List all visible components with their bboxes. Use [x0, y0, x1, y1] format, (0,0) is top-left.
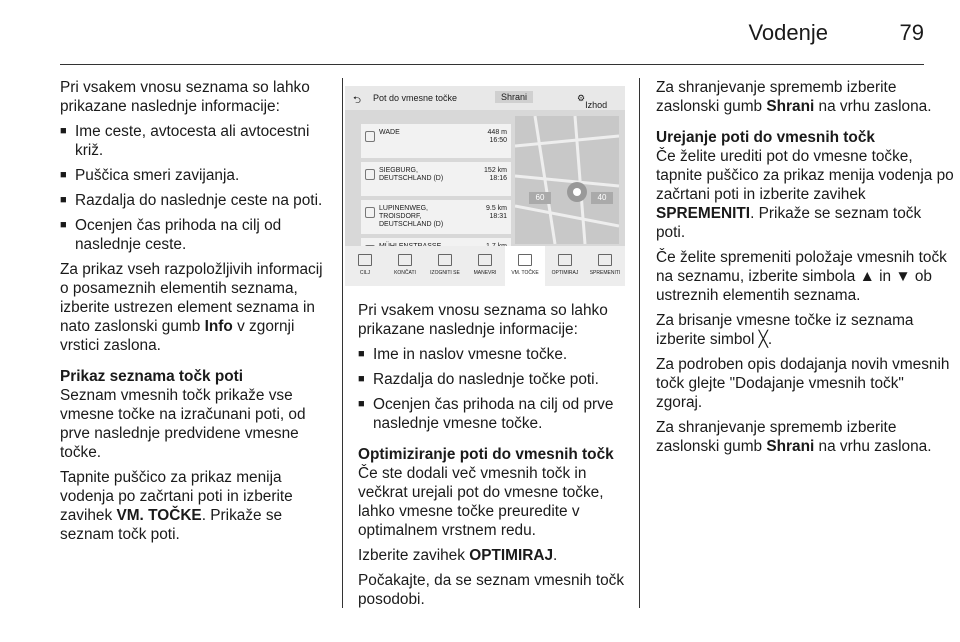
optimise-icon	[558, 254, 572, 266]
row-time: 16:50	[489, 137, 507, 144]
row-name: SIEGBURG, DEUTSCHLAND (D)	[379, 167, 444, 182]
section-heading: Optimiziranje poti do vmesnih točk	[358, 446, 614, 463]
tab-bar	[345, 246, 625, 286]
text: Za shranjevanje sprememb izberite zaslonski gumb	[656, 79, 897, 115]
row-name: WADE	[379, 129, 400, 136]
paragraph: Če ste dodali več vmesnih točk in večkrat urejali pot do vmesne točke, lahko vmesne točke preuredite v optimalnem vrstnem redu.	[358, 465, 604, 539]
map-label: 60	[529, 192, 551, 204]
paragraph: Za podroben opis dodajanja novih vmesnih točk glejte "Dodajanje vmesnih točk" zgoraj.	[656, 356, 950, 411]
paragraph: Seznam vmesnih točk prikaže vse vmesne točke na izračunani poti, od prve naslednje predvidene vmesne točke.	[60, 387, 306, 461]
text: na vrhu zaslona.	[814, 98, 932, 115]
map-label: 40	[591, 192, 613, 204]
tab-vm-tocke	[505, 246, 545, 286]
list-item	[361, 200, 511, 234]
row-info	[488, 129, 507, 145]
column-1	[60, 78, 328, 550]
tab-label: MANEVRI	[473, 270, 497, 276]
row-distance: 448 m	[487, 129, 507, 136]
tab-spremeniti	[585, 246, 625, 286]
bullet-list	[358, 345, 626, 433]
paragraph: Pri vsakem vnosu seznama so lahko prikazane naslednje informacije:	[60, 79, 310, 115]
screen-top-bar	[345, 86, 625, 110]
row-info	[486, 205, 507, 221]
bold-text: Shrani	[766, 98, 815, 115]
list-item	[361, 162, 511, 196]
tab-label: OPTIMIRAJ	[551, 270, 579, 276]
izhod-button: ⚙ Izhod	[577, 93, 608, 110]
list-item: ■ Razdalja do naslednje ceste na poti.	[60, 191, 328, 210]
paragraph: Pri vsakem vnosu seznama so lahko prikazane naslednje informacije:	[358, 302, 608, 338]
map-view	[515, 116, 619, 244]
list-item: ■ Puščica smeri zavijanja.	[60, 166, 328, 185]
text: Če želite urediti pot do vmesne točke, tapnite puščico za prikaz menija vodenja po začrtani poti in izberite zavihek	[656, 148, 954, 203]
text: Izberite zavihek	[358, 547, 470, 564]
search-icon	[358, 254, 372, 266]
waypoints-icon	[518, 254, 532, 266]
list-item: ■ Ime ceste, avtocesta ali avtocestni križ.	[60, 122, 328, 160]
tab-label: CILJ	[359, 270, 371, 276]
text: na vrhu zaslona.	[814, 438, 932, 455]
waypoint-icon	[365, 169, 375, 180]
map-roads	[515, 116, 619, 244]
bold-text: SPREMENITI	[656, 205, 751, 222]
tab-optimiraj	[545, 246, 585, 286]
bold-text: OPTIMIRAJ	[469, 547, 554, 564]
avoid-icon	[438, 254, 452, 266]
shrani-button: Shrani	[495, 91, 533, 103]
tab-label: KONČATI	[394, 270, 416, 276]
flag-icon	[398, 254, 412, 266]
section-heading: Urejanje poti do vmesnih točk	[656, 129, 875, 146]
paragraph	[656, 147, 954, 242]
list-item: ■ Ime in naslov vmesne točke.	[358, 345, 626, 364]
paragraph	[656, 78, 954, 116]
section-heading: Prikaz seznama točk poti	[60, 368, 244, 385]
text: . Prikaže se seznam točk poti.	[656, 205, 922, 241]
tab-label: SPREMENITI	[589, 270, 621, 276]
tab-izogniti-se	[425, 246, 465, 286]
row-info	[484, 167, 507, 183]
tab-label: IZOGNITI SE	[430, 270, 460, 276]
row-time: 18:31	[489, 213, 507, 220]
manoeuvre-icon	[478, 254, 492, 266]
paragraph	[60, 468, 328, 544]
paragraph: Počakajte, da se seznam vmesnih točk posodobi.	[358, 572, 625, 608]
row-distance: 152 km	[484, 167, 507, 174]
page-number: 79	[899, 20, 924, 45]
tab-label: VM. TOČKE	[511, 270, 539, 276]
column-divider	[342, 78, 343, 608]
paragraph: Za brisanje vmesne točke iz seznama izberite simbol ╳.	[656, 312, 914, 348]
screen-title: Pot do vmesne točke	[373, 93, 458, 103]
chapter-title: Vodenje	[748, 20, 828, 45]
column-2	[358, 301, 626, 615]
list-item: ■ Ocenjen čas prihoda na cilj od prve naslednje vmesne točke.	[358, 395, 626, 433]
text: Za shranjevanje sprememb izberite zaslonski gumb	[656, 419, 897, 455]
row-distance: 9.5 km	[485, 205, 507, 212]
navigation-screenshot	[345, 86, 625, 286]
row-name: LUPINENWEG, TROISDORF, DEUTSCHLAND (D)	[379, 205, 444, 228]
bold-text: VM. TOČKE	[116, 507, 202, 524]
bold-text: Shrani	[766, 438, 815, 455]
izhod-label: Izhod	[585, 100, 608, 110]
text: Za prikaz vseh razpoložljivih informacij o posameznih elementih seznama, izberite ustrezen element seznama in nato zaslonski gumb	[60, 261, 323, 335]
tab-koncati	[385, 246, 425, 286]
row-time: 18:16	[489, 175, 507, 182]
text: Tapnite puščico za prikaz menija vodenja po začrtani poti in izberite zavihek	[60, 469, 293, 524]
paragraph: Če želite spremeniti položaje vmesnih točk na seznamu, izberite simbola ▲ in ▼ ob ustreznih elementih seznama.	[656, 249, 947, 304]
back-arrow-icon: ⮌	[353, 95, 362, 106]
paragraph	[60, 260, 328, 355]
waypoint-icon	[365, 207, 375, 218]
text: v zgornji vrstici zaslona.	[60, 318, 295, 354]
column-divider	[639, 78, 640, 608]
text: . Prikaže se seznam točk poti.	[60, 507, 283, 543]
paragraph	[656, 418, 954, 456]
list-item: ■ Razdalja do naslednje točke poti.	[358, 370, 626, 389]
edit-route-icon	[598, 254, 612, 266]
page-header	[60, 0, 924, 65]
text: .	[553, 547, 558, 564]
bullet-list	[60, 122, 328, 254]
tab-manevri	[465, 246, 505, 286]
waypoint-icon	[365, 131, 375, 142]
list-item: ■ Ocenjen čas prihoda na cilj od naslednje ceste.	[60, 216, 328, 254]
paragraph	[358, 546, 626, 565]
bold-text: Info	[204, 318, 233, 335]
column-3	[656, 78, 954, 462]
list-item	[361, 124, 511, 158]
tab-cilj	[345, 246, 385, 286]
